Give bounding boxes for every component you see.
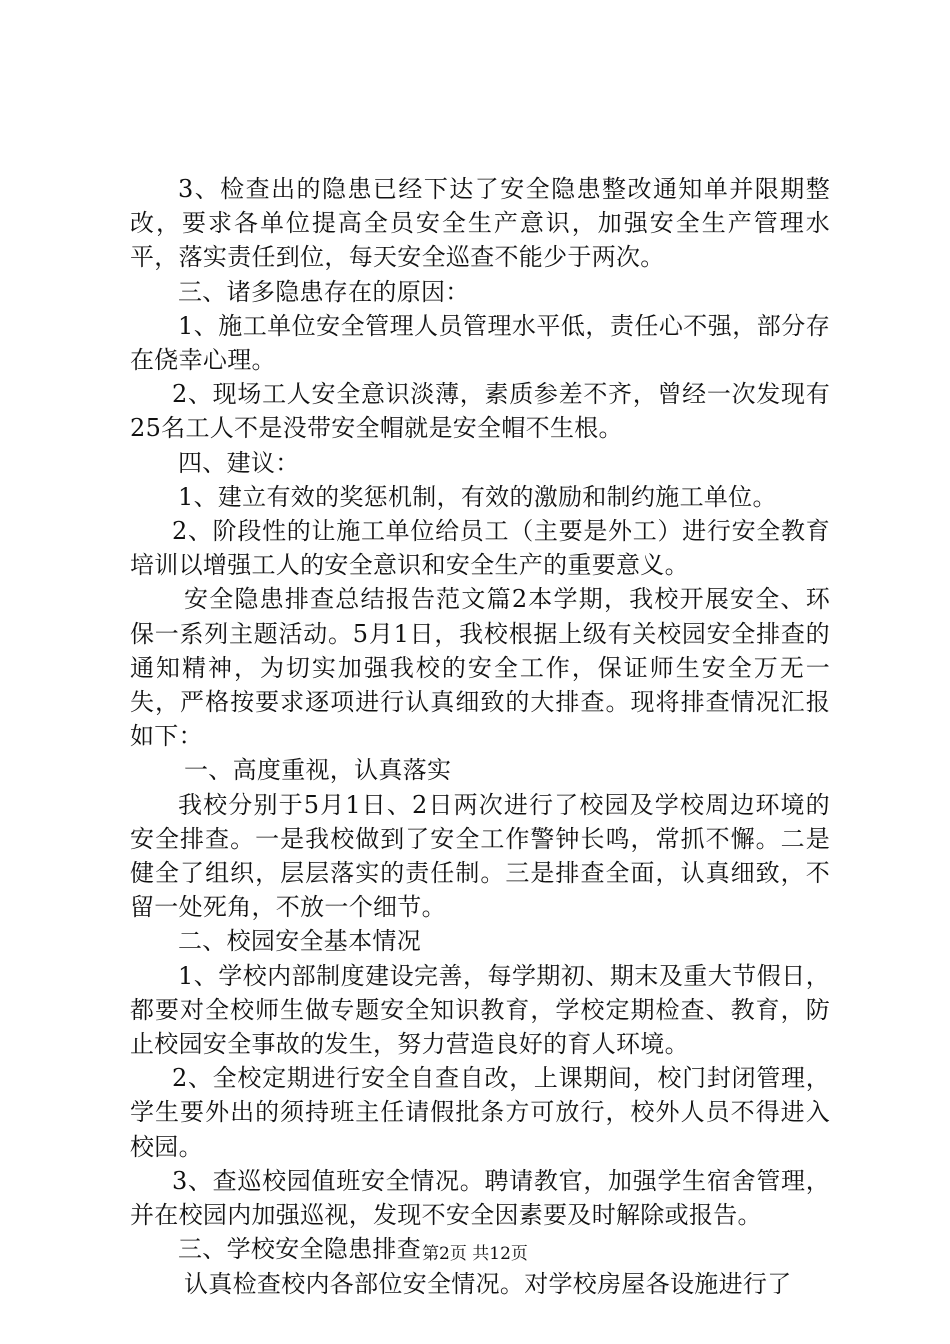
heading-school-hazards: 三、学校安全隐患排查 [178, 1235, 421, 1264]
document-body [130, 172, 830, 1301]
heading-hazard-causes: 三、诸多隐患存在的原因： [178, 277, 470, 306]
paragraph-school-check: 认真检查校内各部位安全情况。对学校房屋各设施进行了 [184, 1269, 792, 1298]
heading-suggestions: 四、建议： [178, 448, 300, 477]
paragraph-campus-selfcheck: 2、全校定期进行安全自查自改，上课期间，校门封闭管理，学生要外出的须持班主任请假批条方可放行，校外人员不得进入校园。 [130, 1064, 830, 1161]
page-number-footer: 第2页 共12页 [422, 1244, 528, 1264]
paragraph-cause-management: 1、施工单位安全管理人员管理水平低，责任心不强，部分存在侥幸心理。 [130, 311, 830, 375]
paragraph-suggestion-training: 2、阶段性的让施工单位给员工（主要是外工）进行安全教育培训以增强工人的安全意识和安全生产的重要意义。 [130, 517, 830, 580]
paragraph-inspection-dates: 我校分别于5月1日、2日两次进行了校园及学校周边环境的安全排查。一是我校做到了安全工作警钟长鸣，常抓不懈。二是健全了组织，层层落实的责任制。三是排查全面，认真细致，不留一处死角，不放一个细节。 [130, 790, 830, 922]
paragraph-suggestion-incentives: 1、建立有效的奖惩机制，有效的激励和制约施工单位。 [178, 482, 777, 511]
paragraph-hazard-rectification: 3、检查出的隐患已经下达了安全隐患整改通知单并限期整改，要求各单位提高全员安全生产意识，加强安全生产管理水平，落实责任到位，每天安全巡查不能少于两次。 [130, 175, 830, 272]
paragraph-campus-system: 1、学校内部制度建设完善，每学期初、期末及重大节假日，都要对全校师生做专题安全知识教育，学校定期检查、教育，防止校园安全事故的发生，努力营造良好的育人环境。 [130, 961, 830, 1059]
paragraph-campus-patrol: 3、查巡校园值班安全情况。聘请教官，加强学生宿舍管理，并在校园内加强巡视，发现不安全因素要及时解除或报告。 [130, 1166, 830, 1230]
paragraph-cause-workers: 2、现场工人安全意识淡薄，素质参差不齐，曾经一次发现有25名工人不是没带安全帽就是安全帽不生根。 [130, 380, 830, 443]
heading-campus-basics: 二、校园安全基本情况 [178, 927, 421, 956]
paragraph-report-intro: 安全隐患排查总结报告范文篇2本学期，我校开展安全、环保一系列主题活动。5月1日，我校根据上级有关校园安全排查的通知精神，为切实加强我校的安全工作，保证师生安全万无一失，严格按要求逐项进行认真细致的大排查。现将排查情况汇报如下： [130, 585, 830, 751]
heading-attention: 一、高度重视，认真落实 [184, 756, 452, 785]
